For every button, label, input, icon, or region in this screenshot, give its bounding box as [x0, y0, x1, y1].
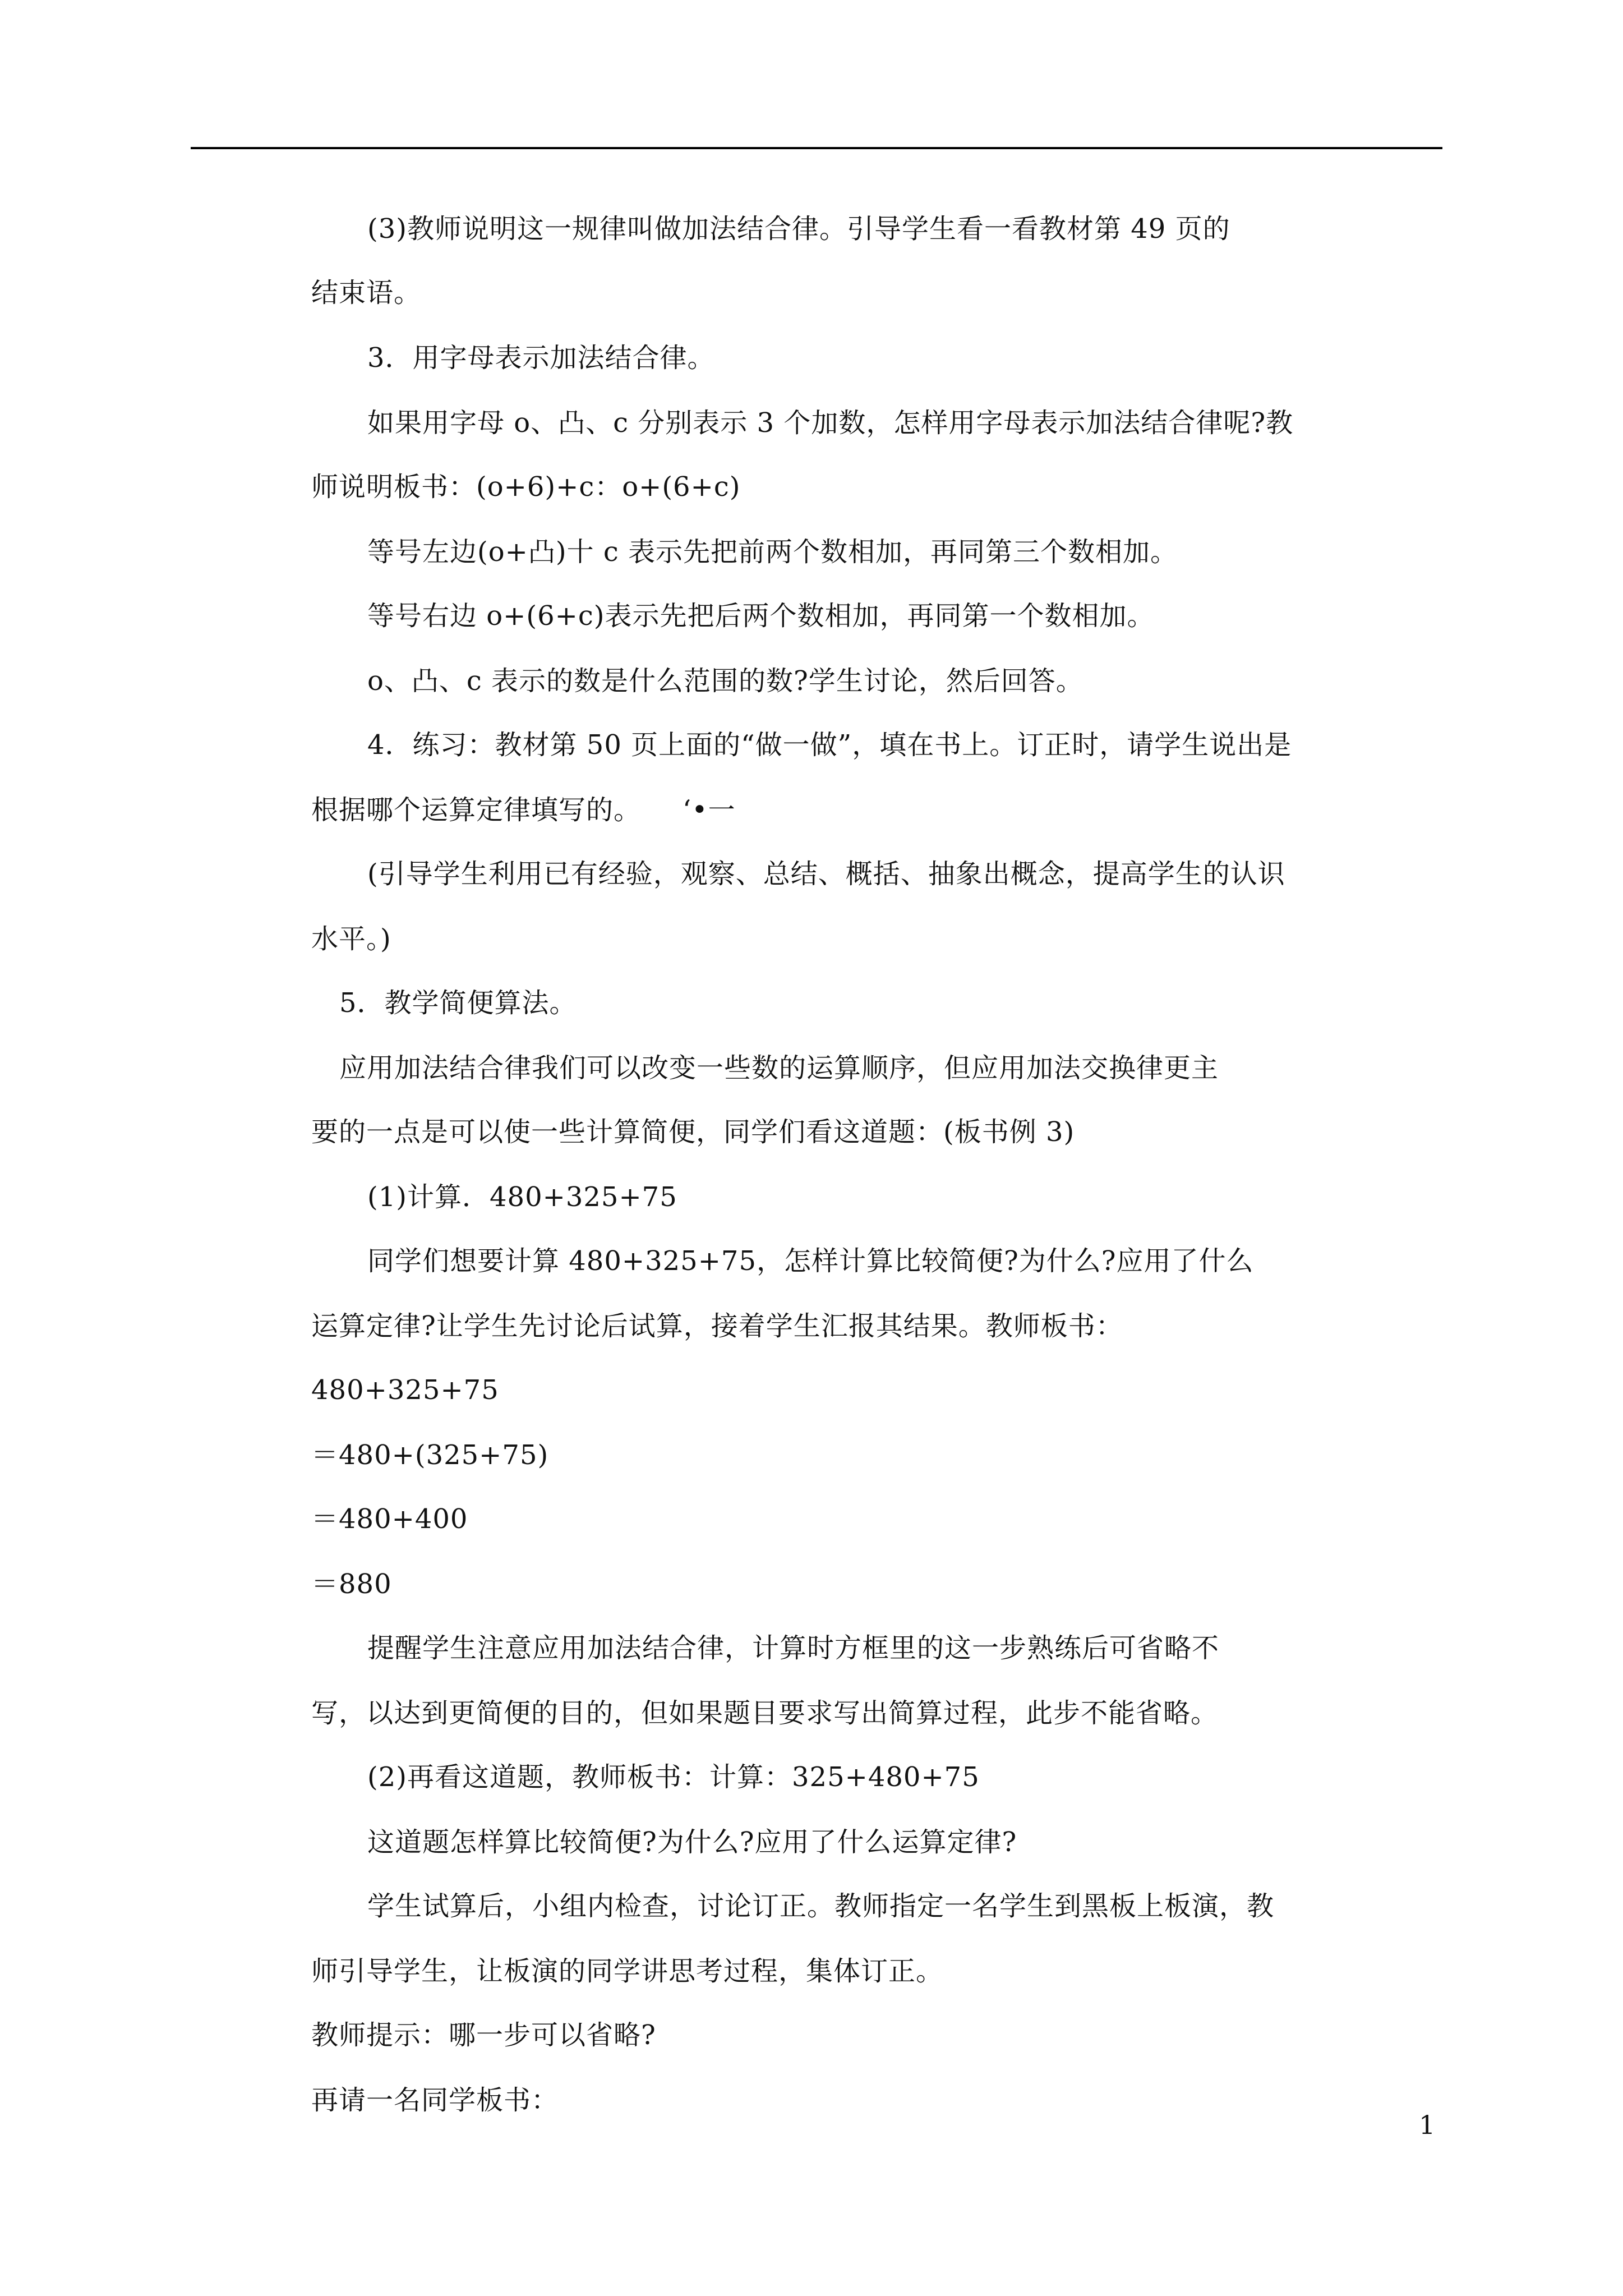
text-line: 再请一名同学板书： — [311, 2085, 559, 2116]
text-line: 5．教学简便算法。 — [339, 987, 577, 1019]
text-line: 等号左边(o+凸)十 c 表示先把前两个数相加，再同第三个数相加。 — [367, 536, 1178, 568]
text-line: o、凸、c 表示的数是什么范围的数?学生讨论，然后回答。 — [367, 665, 1083, 697]
text-line: 应用加法结合律我们可以改变一些数的运算顺序，但应用加法交换律更主 — [339, 1052, 1219, 1084]
text-line: (1)计算．480+325+75 — [367, 1181, 677, 1213]
text-line: 等号右边 o+(6+c)表示先把后两个数相加，再同第一个数相加。 — [367, 600, 1155, 632]
text-line: 4．练习：教材第 50 页上面的“做一做”，填在书上。订正时，请学生说出是 — [367, 729, 1292, 761]
text-line: 运算定律?让学生先讨论后试算，接着学生汇报其结果。教师板书： — [311, 1310, 1123, 1342]
text-line: (2)再看这道题，教师板书：计算：325+480+75 — [367, 1761, 980, 1793]
header-rule — [191, 147, 1442, 149]
text-line: 这道题怎样算比较简便?为什么?应用了什么运算定律? — [367, 1826, 1017, 1858]
text-line: 师说明板书：(o+6)+c：o+(6+c) — [311, 471, 741, 503]
text-line: 要的一点是可以使一些计算简便，同学们看这道题：(板书例 3) — [311, 1116, 1075, 1148]
equation-line: ＝880 — [311, 1568, 392, 1600]
text-line: (3)教师说明这一规律叫做加法结合律。引导学生看一看教材第 49 页的 — [367, 213, 1230, 245]
text-line: 水平。) — [311, 923, 391, 955]
text-line: 学生试算后，小组内检查，讨论订正。教师指定一名学生到黑板上板演，教 — [367, 1890, 1275, 1922]
text-line: 提醒学生注意应用加法结合律，计算时方框里的这一步熟练后可省略不 — [367, 1632, 1220, 1664]
equation-line: 480+325+75 — [311, 1374, 499, 1406]
text-line: 3．用字母表示加法结合律。 — [367, 342, 715, 374]
text-line: 教师提示：哪一步可以省略? — [311, 2019, 656, 2051]
text-line: 结束语。 — [311, 277, 422, 309]
text-line: 师引导学生，让板演的同学讲思考过程，集体订正。 — [311, 1955, 944, 1987]
equation-line: ＝480+400 — [311, 1503, 468, 1535]
text-line: 根据哪个运算定律填写的。 ‘•一 — [311, 794, 736, 826]
text-line: 如果用字母 o、凸、c 分别表示 3 个加数，怎样用字母表示加法结合律呢?教 — [367, 407, 1294, 439]
equation-line: ＝480+(325+75) — [311, 1439, 549, 1471]
text-line: (引导学生利用已有经验，观察、总结、概括、抽象出概念，提高学生的认识 — [367, 858, 1285, 890]
page-number: 1 — [1419, 2110, 1436, 2140]
text-line: 写，以达到更简便的目的，但如果题目要求写出简算过程，此步不能省略。 — [311, 1697, 1219, 1729]
text-line: 同学们想要计算 480+325+75，怎样计算比较简便?为什么?应用了什么 — [367, 1245, 1254, 1277]
